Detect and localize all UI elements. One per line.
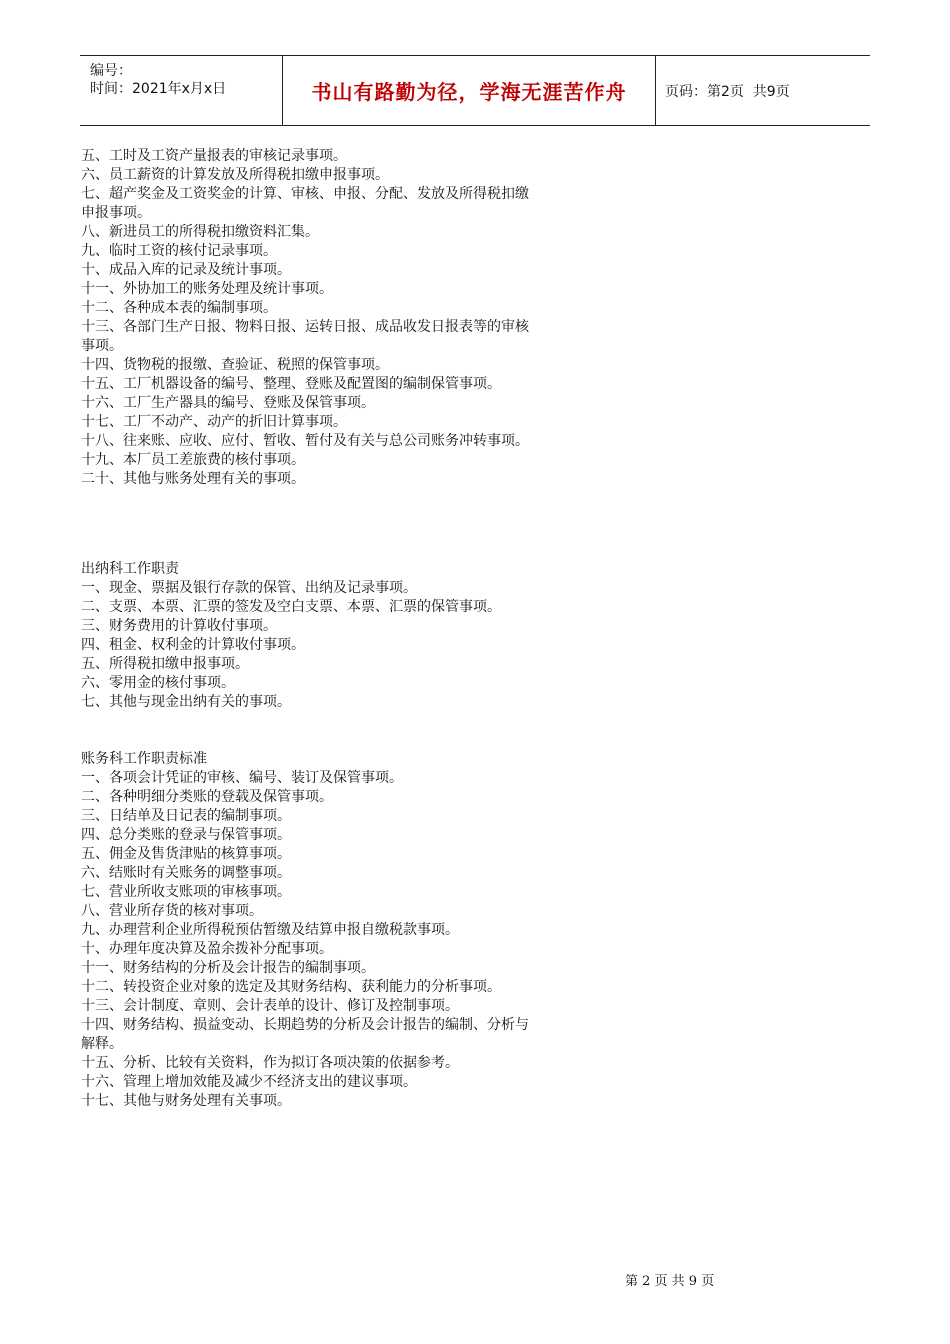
- list-item: 十七、其他与财务处理有关事项。: [81, 1093, 291, 1109]
- list-item: 一、各项会计凭证的审核、编号、装订及保管事项。: [81, 770, 403, 786]
- page-footer: 第 2 页 共 9 页: [625, 1274, 715, 1289]
- list-item: 二、各种明细分类账的登载及保管事项。: [81, 789, 333, 805]
- page-label: 页码：第2页 共9页: [665, 83, 790, 100]
- list-item: 九、办理营利企业所得税预估暂缴及结算申报自缴税款事项。: [81, 922, 459, 938]
- list-item: 五、工时及工资产量报表的审核记录事项。: [81, 148, 347, 164]
- spacer: [81, 489, 541, 560]
- list-item: 六、零用金的核付事项。: [81, 675, 235, 691]
- list-item: 七、超产奖金及工资奖金的计算、审核、申报、分配、发放及所得税扣缴申报事项。: [81, 186, 529, 221]
- list-item: 十六、工厂生产器具的编号、登账及保管事项。: [81, 395, 375, 411]
- section-cashier-duties: [81, 560, 541, 712]
- section-accounting-duties: [81, 147, 541, 489]
- list-item: 二十、其他与账务处理有关的事项。: [81, 471, 305, 487]
- list-item: 十四、货物税的报缴、查验证、税照的保管事项。: [81, 357, 389, 373]
- list-item: 十七、工厂不动产、动产的折旧计算事项。: [81, 414, 347, 430]
- list-item: 十一、财务结构的分析及会计报告的编制事项。: [81, 960, 375, 976]
- list-item: 十二、各种成本表的编制事项。: [81, 300, 277, 316]
- list-item: 三、日结单及日记表的编制事项。: [81, 808, 291, 824]
- number-label: 编号：: [90, 63, 132, 79]
- list-item: 十五、工厂机器设备的编号、整理、登账及配置图的编制保管事项。: [81, 376, 501, 392]
- page-header: [80, 55, 870, 126]
- list-item: 十二、转投资企业对象的选定及其财务结构、获利能力的分析事项。: [81, 979, 501, 995]
- list-item: 一、现金、票据及银行存款的保管、出纳及记录事项。: [81, 580, 417, 596]
- list-item: 五、所得税扣缴申报事项。: [81, 656, 249, 672]
- list-item: 四、总分类账的登录与保管事项。: [81, 827, 291, 843]
- list-item: 十五、分析、比较有关资料，作为拟订各项决策的依据参考。: [81, 1055, 459, 1071]
- list-item: 六、结账时有关账务的调整事项。: [81, 865, 291, 881]
- list-item: 二、支票、本票、汇票的签发及空白支票、本票、汇票的保管事项。: [81, 599, 501, 615]
- header-motto: 书山有路勤为径，学海无涯苦作舟: [282, 56, 656, 125]
- list-item: 十一、外协加工的账务处理及统计事项。: [81, 281, 333, 297]
- list-item: 九、临时工资的核付记录事项。: [81, 243, 277, 259]
- date-label: 时间：2021年x月x日: [90, 81, 227, 97]
- list-item: 三、财务费用的计算收付事项。: [81, 618, 277, 634]
- list-item: 四、租金、权利金的计算收付事项。: [81, 637, 305, 653]
- list-item: 十六、管理上增加效能及减少不经济支出的建议事项。: [81, 1074, 417, 1090]
- list-item: 八、营业所存货的核对事项。: [81, 903, 263, 919]
- section-title: 出纳科工作职责: [81, 561, 179, 577]
- list-item: 五、佣金及售货津贴的核算事项。: [81, 846, 291, 862]
- list-item: 十八、往来账、应收、应付、暂收、暂付及有关与总公司账务冲转事项。: [81, 433, 529, 449]
- list-item: 十四、财务结构、损益变动、长期趋势的分析及会计报告的编制、分析与解释。: [81, 1017, 529, 1052]
- section-title: 账务科工作职责标准: [81, 751, 207, 767]
- list-item: 六、员工薪资的计算发放及所得税扣缴申报事项。: [81, 167, 389, 183]
- list-item: 十九、本厂员工差旅费的核付事项。: [81, 452, 305, 468]
- list-item: 八、新进员工的所得税扣缴资料汇集。: [81, 224, 319, 240]
- header-page-info: [655, 56, 880, 125]
- section-ledger-duties: [81, 750, 541, 1111]
- spacer: [81, 712, 541, 750]
- list-item: 七、营业所收支账项的审核事项。: [81, 884, 291, 900]
- list-item: 十三、会计制度、章则、会计表单的设计、修订及控制事项。: [81, 998, 459, 1014]
- list-item: 十、办理年度决算及盈余拨补分配事项。: [81, 941, 333, 957]
- list-item: 十三、各部门生产日报、物料日报、运转日报、成品收发日报表等的审核事项。: [81, 319, 529, 354]
- document-body: [81, 147, 541, 1111]
- list-item: 十、成品入库的记录及统计事项。: [81, 262, 291, 278]
- list-item: 七、其他与现金出纳有关的事项。: [81, 694, 291, 710]
- header-meta: [80, 56, 282, 125]
